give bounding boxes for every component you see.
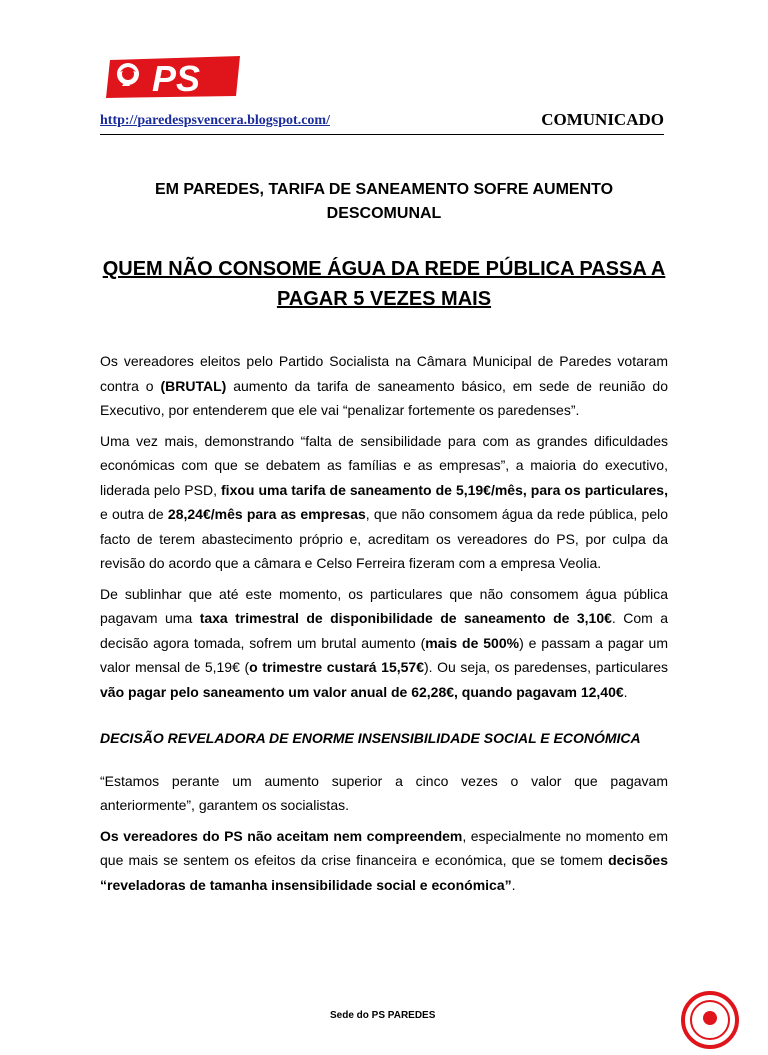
paragraph-1: Os vereadores eleitos pelo Partido Socialista na Câmara Municipal de Paredes votaram contra o (BRUTAL) aumento da tarifa de saneamento básico, em sede de reunião do Executivo, por entenderem que ele vai “penalizar fortemente os paredenses”. [100,353,669,418]
ps-logo [104,52,240,100]
document-label: COMUNICADO [541,110,664,129]
paragraph-3: De sublinhar que até este momento, os particulares que não consomem água pública pagavam uma taxa trimestral de disponibilidade de saneamento de 3,10€. Com a decisão agora tomada, sofrem um brutal aumento (mais de 500%) e passam a pagar um valor mensal de 5,19€ (o trimestre custará 15,57€). Ou seja, os paredenses, particulares vão pagar pelo saneamento um valor anual de 62,28€, quando pagavam 12,40€. [100,585,669,700]
paragraph-4: “Estamos perante um aumento superior a cinco vezes o valor que pagavam anteriormente”, garantem os socialistas. [100,772,668,813]
document-subtitle: QUEM NÃO CONSOME ÁGUA DA REDE PÚBLICA PASSA A PAGAR 5 VEZES MAIS [102,258,666,310]
footer-text: Sede do PS PAREDES [330,1010,436,1021]
paragraph-2: Uma vez mais, demonstrando “falta de sensibilidade para com as grandes dificuldades económicas com que se debatem as famílias e as empresas”, a maioria do executivo, liderada pelo PSD, fixou uma tarifa de saneamento de 5,19€/mês, para os particulares, e outra de 28,24€/mês para as empresas, que não consomem água da rede pública, pelo facto de terem abastecimento próprio e, acreditam os vereadores do PS, por culpa da revisão do acordo que a câmara e Celso Ferreira fizeram com a empresa Veolia. [100,432,669,571]
blog-link[interactable]: http://paredespsvencera.blogspot.com/ [100,113,330,128]
ps-seal-icon [680,990,740,1050]
paragraph-5: Os vereadores do PS não aceitam nem compreendem, especialmente no momento em que mais se sentem os efeitos da crise financeira e económica, que se tomem decisões “reveladoras de tamanha insensibilidade social e económica”. [100,827,668,893]
section-heading: DECISÃO REVELADORA DE ENORME INSENSIBILIDADE SOCIAL E ECONÓMICA [100,730,641,746]
document-title: EM PAREDES, TARIFA DE SANEAMENTO SOFRE AUMENTO DESCOMUNAL [154,181,614,222]
logo-text: PS [152,58,201,99]
document-body [100,349,668,903]
header-bar [100,110,664,135]
